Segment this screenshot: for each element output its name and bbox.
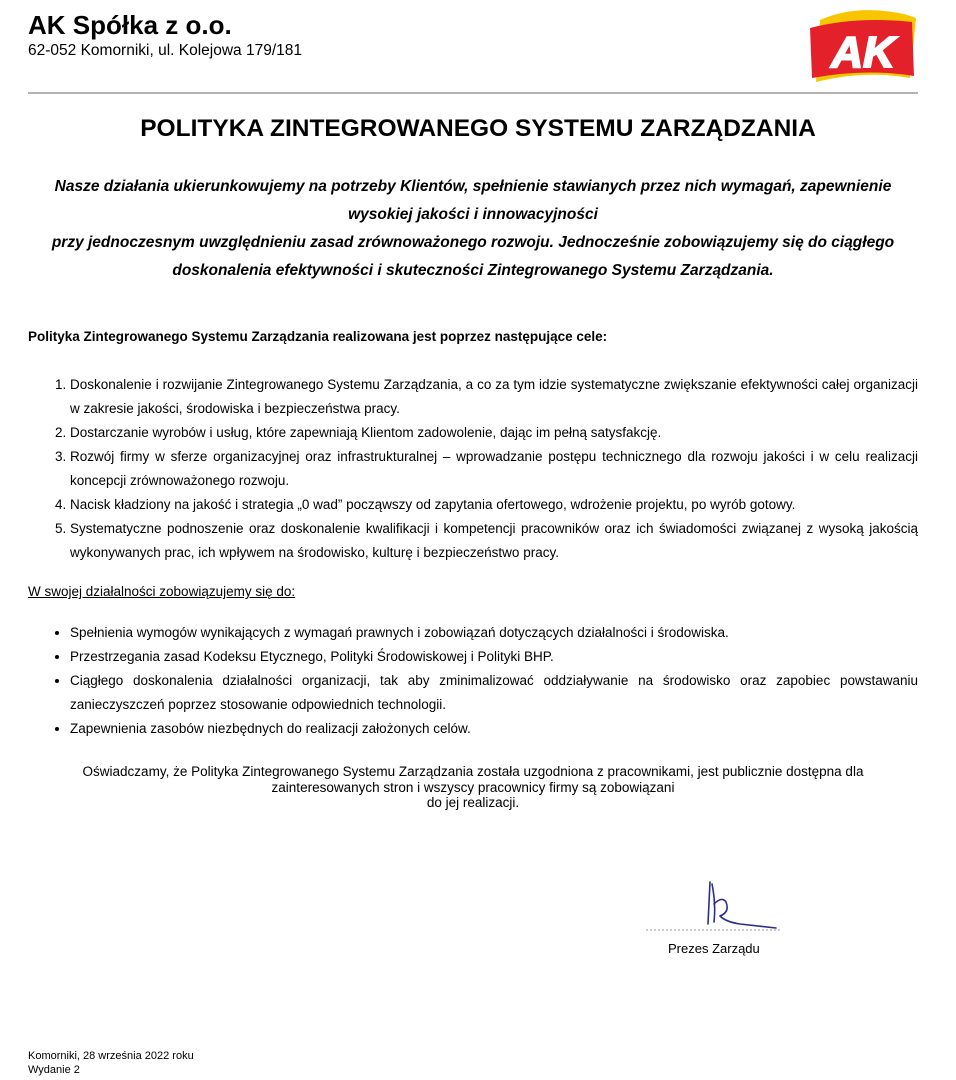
- goal-item: 4. Nacisk kładziony na jakość i strategia „0 wad” począwszy od zapytania ofertowego, wdrożenie projektu, po wyrób gotowy.: [70, 493, 918, 517]
- commitments-list: [28, 621, 918, 741]
- commitment-item: • Przestrzegania zasad Kodeksu Etycznego, Polityki Środowiskowej i Polityki BHP.: [70, 645, 918, 669]
- commitment-item: • Ciągłego doskonalenia działalności organizacji, tak aby zminimalizować oddziaływanie na środowisko oraz zapobiec powstawaniu zanieczyszczeń poprzez stosowanie odpowiednich technologii.: [70, 669, 918, 717]
- document-footer: [28, 1049, 194, 1077]
- intro-part-1: Nasze działania ukierunkowujemy na potrzeby Klientów, spełnienie stawianych przez nich wymagań, zapewnienie wysokiej jakości i innowacyjności: [54, 178, 892, 223]
- company-name: AK Spółka z o.o.: [28, 10, 232, 40]
- goal-item: 3. Rozwój firmy w sferze organizacyjnej oraz infrastrukturalnej – wprowadzanie postępu technicznego dla rozwoju jakości i w celu realizacji koncepcji zrównoważonego rozwoju.: [70, 445, 918, 493]
- header-divider: [28, 92, 918, 94]
- document-title: POLITYKA ZINTEGROWANEGO SYSTEMU ZARZĄDZANIA: [140, 115, 816, 142]
- footer-place-date: Komorniki, 28 września 2022 roku: [28, 1050, 194, 1062]
- goal-item: 1. Doskonalenie i rozwijanie Zintegrowanego Systemu Zarządzania, a co za tym idzie systematyczne zwiększanie efektywności całej organizacji w zakresie jakości, środowiska i bezpieczeństwa pracy.: [70, 373, 918, 421]
- declaration: [28, 764, 918, 811]
- goals-intro: Polityka Zintegrowanego Systemu Zarządzania realizowana jest poprzez następujące cele:: [28, 329, 608, 344]
- goal-item: 5. Systematyczne podnoszenie oraz doskonalenie kwalifikacji i kompetencji pracowników oraz ich świadomości związanej z wysoką jakością wykonywanych prac, ich wpływem na środowisko, kulturę i bezpieczeństwo pracy.: [70, 517, 918, 565]
- commitment-item: • Zapewnienia zasobów niezbędnych do realizacji założonych celów.: [70, 717, 918, 741]
- intro-part-2: przy jednoczesnym uwzględnieniu zasad zrównoważonego rozwoju. Jednocześnie zobowiązujemy się do ciągłego doskonalenia efektywności i skuteczności Zintegrowanego Systemu Zarządzania.: [51, 234, 895, 279]
- footer-edition: Wydanie 2: [28, 1064, 80, 1076]
- goal-item: 2. Dostarczanie wyrobów i usług, które zapewniają Klientom zadowolenie, dając im pełną satysfakcję.: [70, 421, 918, 445]
- logo-text: AK: [831, 28, 895, 77]
- company-address: 62-052 Komorniki, ul. Kolejowa 179/181: [28, 42, 303, 59]
- handwritten-signature: [640, 874, 790, 938]
- declaration-line-3: do jej realizacji.: [426, 795, 520, 810]
- declaration-line-2: zainteresowanych stron i wszyscy pracownicy firmy są zobowiązani: [271, 779, 675, 795]
- company-logo: [806, 6, 918, 86]
- commitments-heading: W swojej działalności zobowiązujemy się do:: [28, 584, 296, 599]
- signature-role: Prezes Zarządu: [668, 941, 760, 956]
- declaration-line-1: Oświadczamy, że Polityka Zintegrowanego Systemu Zarządzania została uzgodniona z pracownikami, jest publicznie dostępna dla: [82, 764, 864, 779]
- goals-list: [28, 373, 918, 565]
- commitment-item: • Spełnienia wymogów wynikających z wymagań prawnych i zobowiązań dotyczących działalności i środowiska.: [70, 621, 918, 645]
- intro-statement: [28, 173, 918, 285]
